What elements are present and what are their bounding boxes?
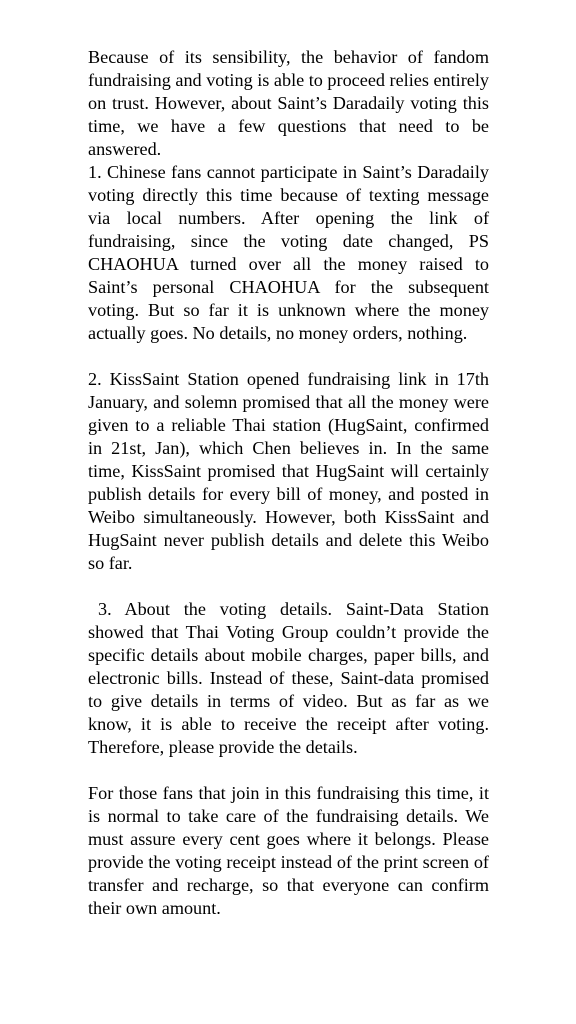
closing-paragraph: For those fans that join in this fundraising this time, it is normal to take care of the fundraising details. We must assure every cent goes where it belongs. Please provide the voting receipt instead of the print screen of transfer and recharge, so that everyone can confirm their own amount. [88, 783, 489, 918]
document-body [88, 46, 489, 920]
intro-paragraph: Because of its sensibility, the behavior of fandom fundraising and voting is able to proceed relies entirely on trust. However, about Saint’s Daradaily voting this time, we have a few questions that need to be answered. [88, 47, 490, 159]
point-1-paragraph: 1. Chinese fans cannot participate in Saint’s Daradaily voting directly this time because of texting message via local numbers. After opening the link of fundraising, since the voting date changed, PS CHAOHUA turned over all the money raised to Saint’s personal CHAOHUA for the subsequent voting. But so far it is unknown where the money actually goes. No details, no money orders, nothing. [88, 162, 489, 343]
point-3-paragraph: 3. About the voting details. Saint-Data Station showed that Thai Voting Group couldn’t provide the specific details about mobile charges, paper bills, and electronic bills. Instead of these, Saint-data promised to give details in terms of video. But as far as we know, it is able to receive the receipt after voting. Therefore, please provide the details. [88, 599, 489, 757]
point-2-paragraph: 2. KissSaint Station opened fundraising link in 17th January, and solemn promised that all the money were given to a reliable Thai station (HugSaint, confirmed in 21st, Jan), which Chen believes in. In the same time, KissSaint promised that HugSaint will certainly publish details for every bill of money, and posted in Weibo simultaneously. However, both KissSaint and HugSaint never publish details and delete this Weibo so far. [88, 369, 489, 573]
